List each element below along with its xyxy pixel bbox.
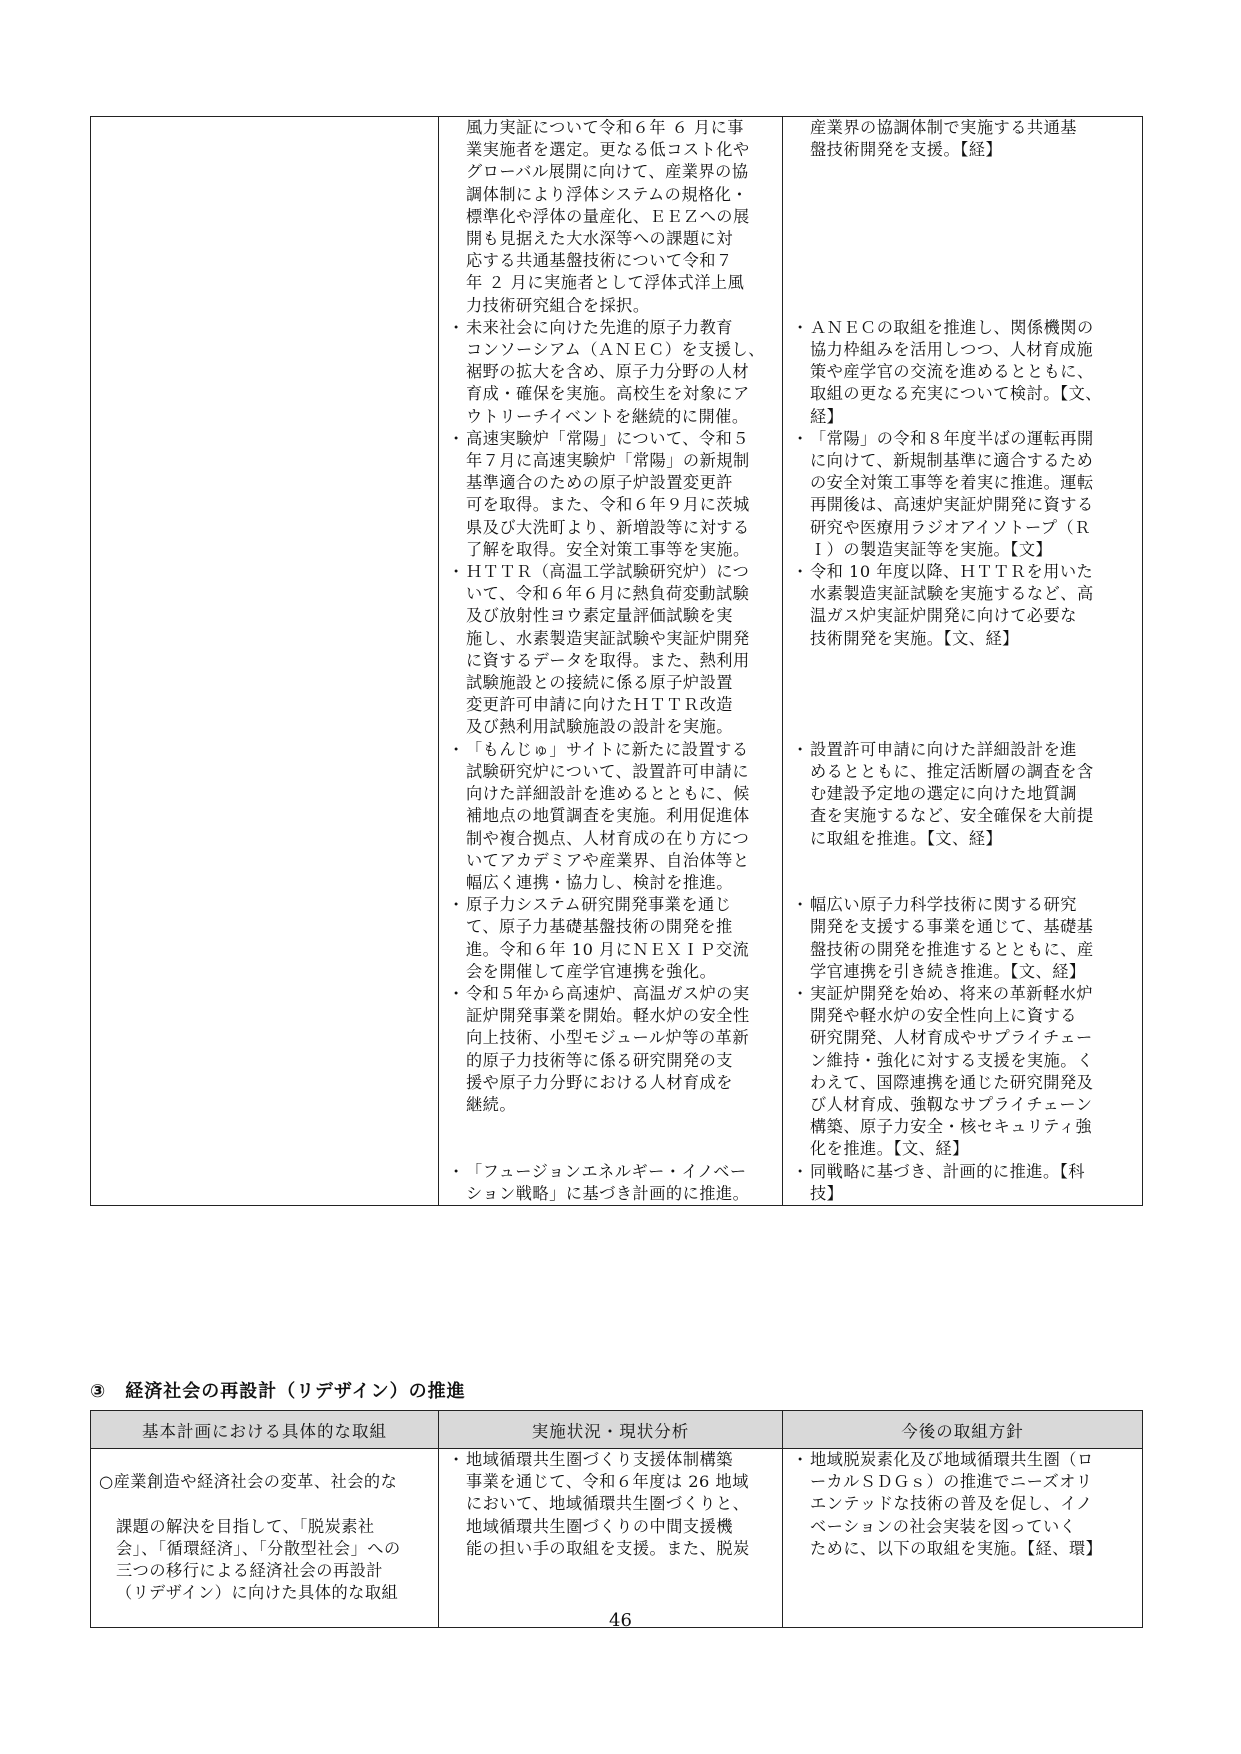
header-future: 今後の取組方針 — [783, 1411, 1143, 1449]
bullet-mark: ・ — [448, 1161, 465, 1181]
future-cell — [783, 117, 1143, 317]
status-cell — [439, 983, 783, 1161]
status-cell — [439, 739, 783, 894]
header-plan: 基本計画における具体的な取組 — [91, 1411, 439, 1449]
bullet-mark: ・ — [448, 895, 465, 915]
status-text: 未来社会に向けた先進的原子力教育 コンソーシアム（ＡＮＥＣ）を支援し、 裾野の拡大を含め、原子力分野の人材 育成・確保を実施。高校生を対象にア ウトリーチイベントを継続的に開催。 — [466, 317, 765, 426]
future-cell — [783, 561, 1143, 739]
future-cell — [783, 428, 1143, 561]
status-text: 原子力システム研究開発事業を通じ て、原子力基礎基盤技術の開発を推 進。令和６年 10 月にＮＥＸＩＰ交流 会を開催して産学官連携を強化。 — [466, 895, 750, 981]
table-row — [91, 1161, 1143, 1206]
plan-lead: ○産業創造や経済社会の変革、社会的な — [99, 1472, 398, 1492]
plan-cell — [91, 983, 439, 1161]
future-cell — [783, 317, 1143, 428]
status-cell — [439, 428, 783, 561]
bullet-mark: ・ — [792, 895, 809, 915]
table-row — [91, 1449, 1143, 1628]
bullet-mark: ・ — [792, 562, 809, 582]
plan-cell — [91, 1449, 439, 1628]
plan-cell — [91, 317, 439, 428]
table-row — [91, 117, 1143, 317]
table-row — [91, 739, 1143, 894]
bullet-mark: ・ — [792, 739, 809, 759]
future-text: 実証炉開発を始め、将来の革新軽水炉 開発や軽水炉の安全性向上に資する 研究開発、人材育成やサプライチェー ン維持・強化に対する支援を実施。く わえて、国際連携を通じた研究開発及 び人材育成、強靱なサプライチェーン 構築、原子力安全・核セキュリティ強 化を推進。【文、経】 — [810, 983, 1094, 1159]
table-row — [91, 983, 1143, 1161]
status-cell — [439, 1449, 783, 1628]
future-cell — [783, 739, 1143, 894]
table-row — [91, 428, 1143, 561]
status-text: ＨＴＴＲ（高温工学試験研究炉）につ いて、令和６年６月に熱負荷変動試験 及び放射性ヨウ素定量評価試験を実 施し、水素製造実証試験や実証炉開発 に資するデータを取得。また、熱利用 試験施設との接続に係る原子炉設置 変更許可申請に向けたＨＴＴＲ改造 及び熱利用試験施設の設計を実施。 — [466, 562, 750, 737]
future-text: 設置許可申請に向けた詳細設計を進 めるとともに、推定活断層の調査を含 む建設予定地の選定に向けた地質調 査を実施するなど、安全確保を大前提 に取組を推進。【文、経】 — [810, 739, 1094, 848]
policy-table-continued — [90, 116, 1143, 1206]
plan-cell — [91, 1161, 439, 1206]
status-cell — [439, 317, 783, 428]
status-cell — [439, 561, 783, 739]
future-text: 令和 10 年度以降、ＨＴＴＲを用いた 水素製造実証試験を実施するなど、高 温ガス炉実証炉開発に向けて必要な 技術開発を実施。【文、経】 — [810, 562, 1094, 648]
status-text: 令和５年から高速炉、高温ガス炉の実 証炉開発事業を開始。軽水炉の安全性 向上技術、小型モジュール炉等の革新 的原子力技術等に係る研究開発の支 援や原子力分野における人材育成を 継続。 — [466, 983, 750, 1114]
table-header-row — [91, 1411, 1143, 1449]
page-number: 46 — [609, 1610, 632, 1631]
status-text: 風力実証について令和６年 ６ 月に事 業実施者を選定。更なる低コスト化や グローバル展開に向けて、産業界の協 調体制により浮体システムの規格化・ 標準化や浮体の量産化、ＥＥＺへの展 開も見据えた大水深等への課題に対 応する共通基盤技術について令和７ 年 ２ 月に実施者として浮体式洋上風 力技術研究組合を採択。 — [466, 118, 750, 315]
bullet-mark: ・ — [792, 1161, 809, 1181]
status-cell — [439, 894, 783, 983]
plan-cell — [91, 561, 439, 739]
future-text: 「常陽」の令和８年度半ばの運転再開 に向けて、新規制基準に適合するため の安全対策工事等を着実に推進。運転 再開後は、高速炉実証炉開発に資する 研究や医療用ラジオアイソトープ（Ｒ Ｉ）の製造実証等を実施。【文】 — [810, 428, 1094, 559]
status-text: 「フュージョンエネルギー・イノベー ション戦略」に基づき計画的に推進。 — [466, 1161, 750, 1203]
header-status: 実施状況・現状分析 — [439, 1411, 783, 1449]
section-title: ③ 経済社会の再設計（リデザイン）の推進 — [90, 1381, 466, 1402]
table-row — [91, 894, 1143, 983]
bullet-mark: ・ — [448, 739, 465, 759]
bullet-mark: ・ — [792, 317, 809, 337]
future-text: 同戦略に基づき、計画的に推進。【科 技】 — [810, 1161, 1085, 1203]
bullet-mark: ・ — [448, 428, 465, 448]
status-text: 地域循環共生圏づくり支援体制構築 事業を通じて、令和６年度は 26 地域 において、地域循環共生圏づくりと、 地域循環共生圏づくりの中間支援機 能の担い手の取組を支援。また、脱炭 — [466, 1450, 750, 1558]
plan-cell — [91, 117, 439, 317]
plan-cell — [91, 739, 439, 894]
bullet-mark: ・ — [448, 317, 465, 337]
status-cell — [439, 117, 783, 317]
future-cell — [783, 983, 1143, 1161]
bullet-mark: ・ — [448, 983, 465, 1003]
bullet-mark: ・ — [448, 562, 465, 582]
bullet-mark: ・ — [792, 1450, 809, 1469]
policy-table-body — [91, 117, 1143, 1206]
table-row — [91, 317, 1143, 428]
bullet-mark: ・ — [792, 428, 809, 448]
table-row — [91, 561, 1143, 739]
future-text: 産業界の協調体制で実施する共通基 盤技術開発を支援。【経】 — [810, 118, 1077, 160]
plan-text: 課題の解決を目指して、「脱炭素社 会」、「循環経済」、「分散型社会」への 三つの移行による経済社会の再設計 （リデザイン）に向けた具体的な取組 — [116, 1516, 401, 1603]
bullet-mark: ・ — [792, 983, 809, 1003]
future-cell — [783, 894, 1143, 983]
future-cell — [783, 1449, 1143, 1628]
future-text: ＡＮＥＣの取組を推進し、関係機関の 協力枠組みを活用しつつ、人材育成施 策や産学官の交流を進めるとともに、 取組の更なる充実について検討。【文、 経】 — [810, 317, 1102, 426]
future-text: 地域脱炭素化及び地域循環共生圏（ロ ーカルＳＤＧｓ）の推進でニーズオリ エンテッドな技術の普及を促し、イノ ベーションの社会実装を図っていく ために、以下の取組を実施。【経、環】 — [810, 1450, 1103, 1558]
bullet-mark: ・ — [448, 1450, 465, 1469]
status-text: 「もんじゅ」サイトに新たに設置する 試験研究炉について、設置許可申請に 向けた詳細設計を進めるとともに、候 補地点の地質調査を実施。利用促進体 制や複合拠点、人材育成の在り方につ いてアカデミアや産業界、自治体等と 幅広く連携・協力し、検討を推進。 — [466, 739, 750, 892]
plan-cell — [91, 894, 439, 983]
status-text: 高速実験炉「常陽」について、令和５ 年７月に高速実験炉「常陽」の新規制 基準適合のための原子炉設置変更許 可を取得。また、令和６年９月に茨城 県及び大洗町より、新増設等に対する 了解を取得。安全対策工事等を実施。 — [466, 428, 750, 559]
redesign-table — [90, 1410, 1143, 1628]
future-text: 幅広い原子力科学技術に関する研究 開発を支援する事業を通じて、基礎基 盤技術の開発を推進するとともに、産 学官連携を引き続き推進。【文、経】 — [810, 895, 1094, 981]
status-cell — [439, 1161, 783, 1206]
future-cell — [783, 1161, 1143, 1206]
plan-cell — [91, 428, 439, 561]
